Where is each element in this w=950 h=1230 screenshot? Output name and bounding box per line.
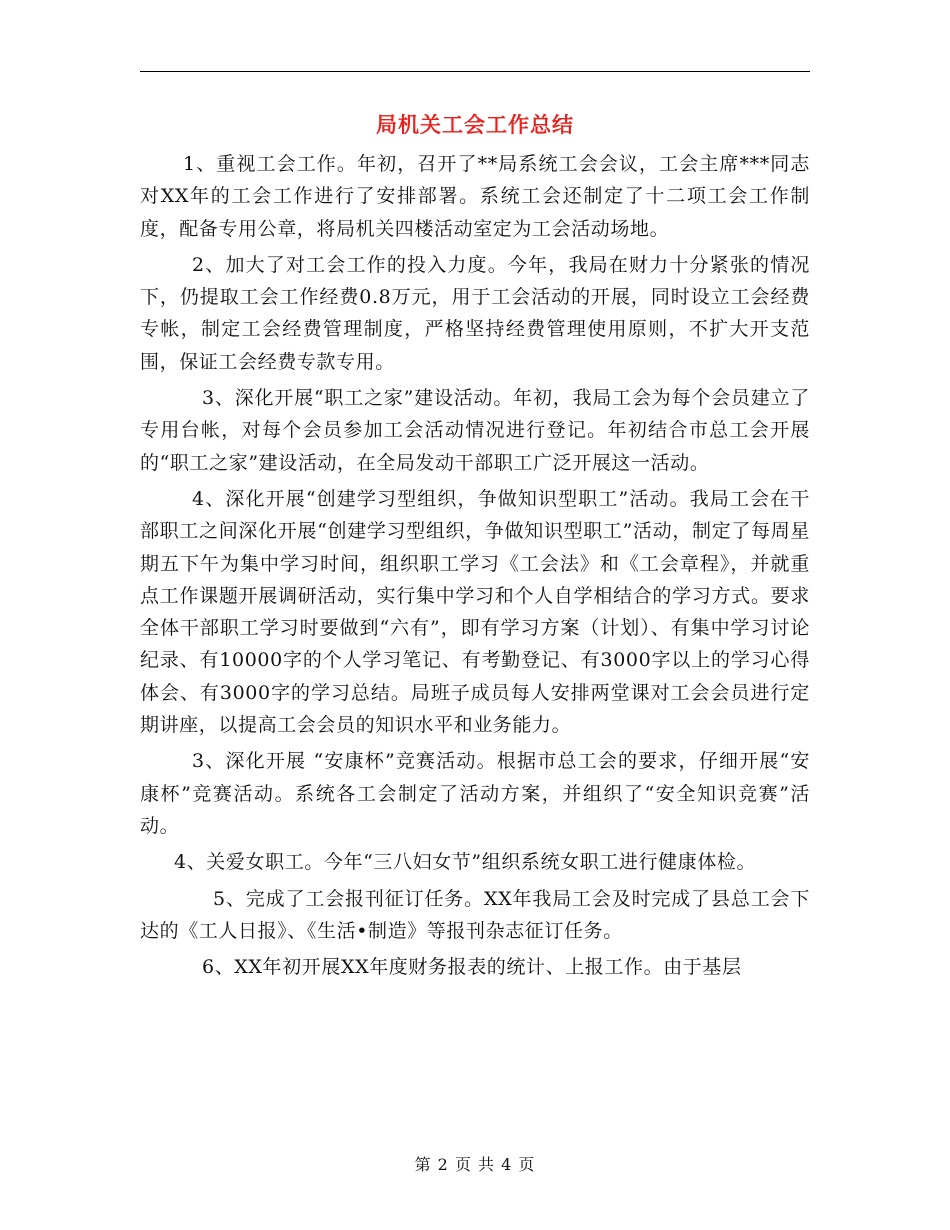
paragraph-5: 3、深化开展 “安康杯”竞赛活动。根据市总工会的要求，仔细开展“安康杯”竞赛活动。系统各工会制定了活动方案，并组织了“安全知识竞赛”活动。 — [140, 750, 810, 837]
paragraph-8: 6、XX年初开展XX年度财务报表的统计、上报工作。由于基层 — [202, 956, 742, 979]
paragraph-1: 1、重视工会工作。年初，召开了**局系统工会会议，工会主席***同志对XX年的工会工作进行了安排部署。系统工会还制定了十二项工会工作制度，配备专用公章，将局机关四楼活动室定为工会活动场地。 — [140, 153, 810, 240]
header-rule — [140, 71, 810, 72]
paragraph-2: 2、加大了对工会工作的投入力度。今年，我局在财力十分紧张的情况下，仍提取工会工作经费0.8万元，用于工会活动的开展，同时设立工会经费专帐，制定工会经费管理制度，严格坚持经费管理使用原则，不扩大开支范围，保证工会经费专款专用。 — [140, 253, 810, 373]
paragraph-7: 5、完成了工会报刊征订任务。XX年我局工会及时完成了县总工会下达的《工人日报》、《生活•制造》等报刊杂志征订任务。 — [140, 887, 810, 942]
paragraph-3: 3、深化开展“职工之家”建设活动。年初，我局工会为每个会员建立了专用台帐，对每个会员参加工会活动情况进行登记。年初结合市总工会开展的“职工之家”建设活动，在全局发动干部职工广泛开展这一活动。 — [140, 387, 810, 474]
paragraph-6: 4、关爱女职工。今年“三八妇女节”组织系统女职工进行健康体检。 — [174, 851, 757, 874]
document-title: 局机关工会工作总结 — [376, 112, 574, 137]
paragraph-4: 4、深化开展“创建学习型组织，争做知识型职工”活动。我局工会在干部职工之间深化开展“创建学习型组织，争做知识型职工”活动，制定了每周星期五下午为集中学习时间，组织职工学习《工会法》和《工会章程》，并就重点工作课题开展调研活动，实行集中学习和个人自学相结合的学习方式。要求全体干部职工学习时要做到“六有”，即有学习方案（计划）、有集中学习讨论纪录、有10000字的个人学习笔记、有考勤登记、有3000字以上的学习心得体会、有3000字的学习总结。局班子成员每人安排两堂课对工会会员进行定期讲座，以提高工会会员的知识水平和业务能力。 — [140, 487, 810, 737]
page-footer: 第 2 页 共 4 页 — [414, 1155, 536, 1174]
document-body — [140, 148, 810, 983]
